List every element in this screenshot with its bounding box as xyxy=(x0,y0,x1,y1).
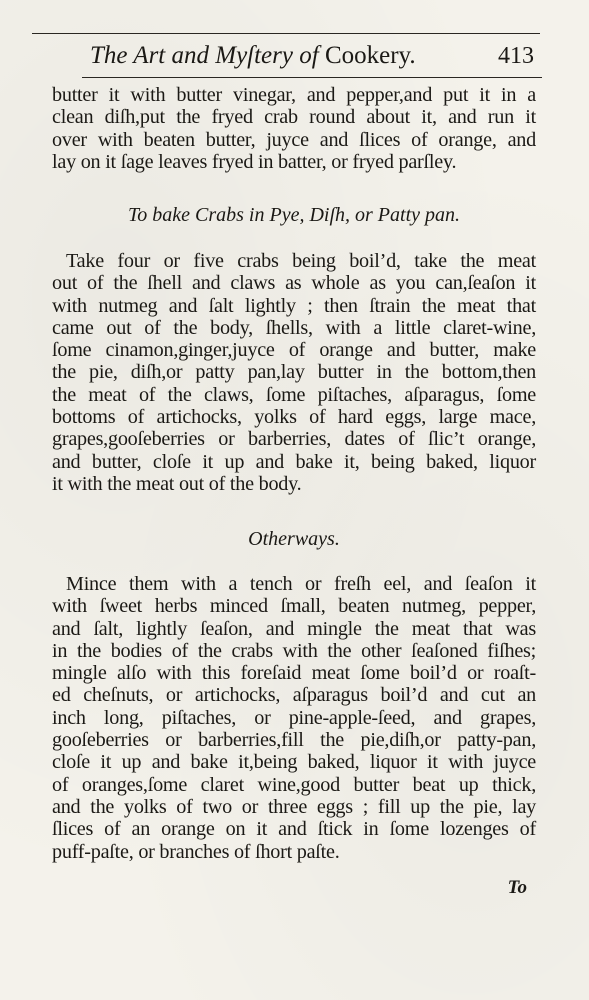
text-line: the meat of the claws, ſome piſtaches, aſparagus, ſome xyxy=(52,383,536,406)
text-line: mingle alſo with this foreſaid meat ſome boil’d or roaſt- xyxy=(52,662,536,685)
text-line: with nutmeg and ſalt lightly ; then ſtrain the meat that xyxy=(52,294,536,317)
text-line: bottoms of artichocks, yolks of hard eggs, large mace, xyxy=(52,406,536,429)
text-line: with ſweet herbs minced ſmall, beaten nutmeg, pepper, xyxy=(52,595,536,618)
running-title-italic: The Art and Myſtery of xyxy=(90,42,319,69)
text-line: ed cheſnuts, or artichocks, aſparagus boil’d and cut an xyxy=(52,684,536,707)
text-line: inch long, piſtaches, or pine-apple-ſeed, and grapes, xyxy=(52,706,536,729)
paragraph-2 xyxy=(52,250,536,495)
running-title xyxy=(90,40,416,72)
text-line: Mince them with a tench or freſh eel, and ſeaſon it xyxy=(66,573,536,595)
text-line: of oranges,ſome claret wine,good butter beat up thick, xyxy=(52,773,536,796)
recipe-heading-otherways: Otherways. xyxy=(248,528,340,550)
running-title-roman: Cookery. xyxy=(324,42,416,69)
text-line: puff-paſte, or branches of ſhort paſte. xyxy=(52,840,340,863)
header-rule xyxy=(82,77,542,78)
text-line: in the bodies of the crabs with the other ſeaſoned fiſhes; xyxy=(52,639,536,662)
text-line: it with the meat out of the body. xyxy=(52,472,302,495)
text-line: lay on it ſage leaves fryed in batter, or fryed parſley. xyxy=(52,150,457,173)
paragraph-3 xyxy=(52,573,536,863)
text-line: out of the ſhell and claws as whole as you can,ſeaſon it xyxy=(52,272,536,295)
text-line: Take four or five crabs being boil’d, take the meat xyxy=(66,250,536,272)
text-line: and ſalt, lightly ſeaſon, and mingle the meat that was xyxy=(52,617,536,640)
running-header xyxy=(82,40,540,74)
text-line: butter it with butter vinegar, and pepper,and put it in a xyxy=(52,84,536,106)
text-line: clean diſh,put the fryed crab round about it, and run it xyxy=(52,106,536,129)
text-line: and the yolks of two or three eggs ; fill up the pie, lay xyxy=(52,795,536,818)
text-line: and butter, cloſe it up and bake it, being baked, liquor xyxy=(52,450,536,473)
paragraph-1 xyxy=(52,84,536,173)
text-line: came out of the body, ſhells, with a little claret-wine, xyxy=(52,316,536,339)
text-line: ſome cinamon,ginger,juyce of orange and butter, make xyxy=(52,339,536,362)
page-number: 413 xyxy=(498,43,534,69)
text-line: ſlices of an orange on it and ſtick in ſome lozenges of xyxy=(52,818,536,841)
text-line: the pie, diſh,or patty pan,lay butter in the bottom,then xyxy=(52,361,536,384)
text-line: cloſe it up and bake it,being baked, liquor it with juyce xyxy=(52,751,536,774)
recipe-heading-bake-crabs: To bake Crabs in Pye, Diſh, or Patty pan. xyxy=(127,204,461,226)
top-border-rule xyxy=(32,33,540,34)
text-line: grapes,gooſeberries or barberries, dates of ſlic’t orange, xyxy=(52,428,536,451)
catchword: To xyxy=(507,877,527,898)
text-line: over with beaten butter, juyce and ſlices of orange, and xyxy=(52,128,536,151)
text-line: gooſeberries or barberries,fill the pie,diſh,or patty-pan, xyxy=(52,729,536,752)
